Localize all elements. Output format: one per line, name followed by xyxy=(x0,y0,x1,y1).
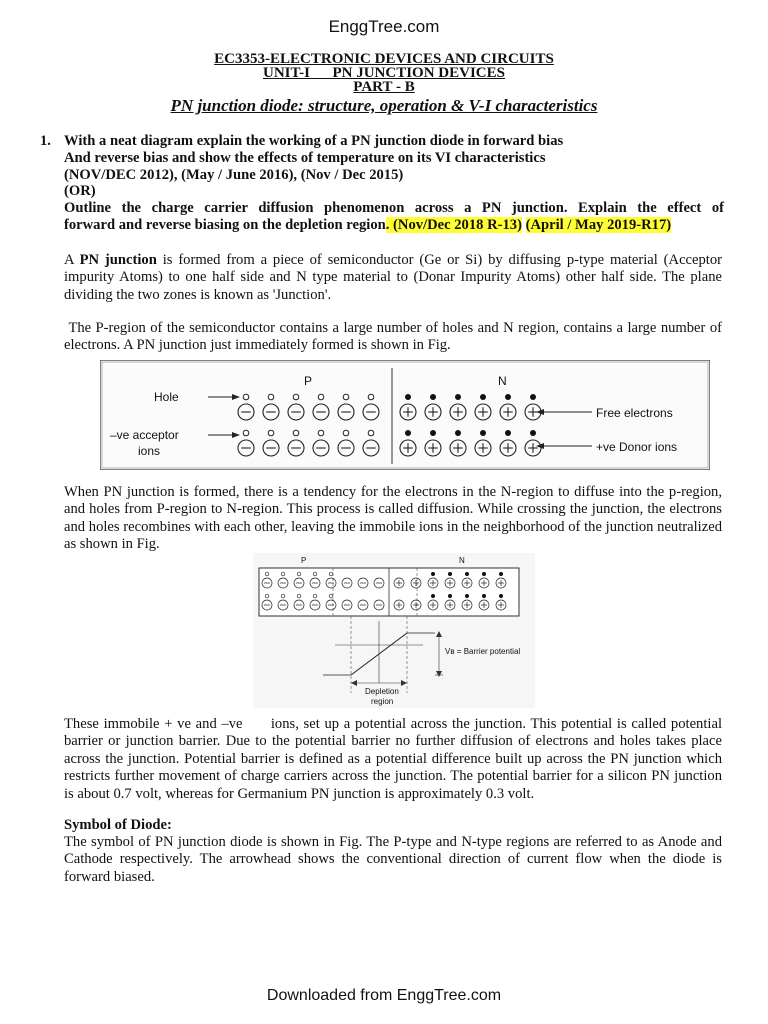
fig2-p-label: P xyxy=(301,556,307,565)
question-number: 1. xyxy=(40,133,51,149)
paragraph-symbol: The symbol of PN junction diode is shown in Fig. The P-type and N-type regions are referred to as Anode and Cathode respectively. The arrowhead shows the conventional direction of current flow when the diode is forward biased. xyxy=(64,834,722,885)
electron-carrier xyxy=(482,572,486,576)
electron-carrier xyxy=(480,430,486,436)
fig2-depletion-label-2: region xyxy=(371,697,394,706)
paragraph-barrier: These immobile + ve and –ve ions, set up a potential across the junction. This potential is called potential barrier or junction barrier. Due to the potential barrier no further diffusion of electrons and holes takes place across the junction. Potential barrier is defined as a potential difference built up across the PN junction which restricts further movement of charge carriers across the junction. The potential barrier for a silicon PN junction is about 0.7 volt, whereas for Germanium PN junction is approximately 0.3 volt. xyxy=(64,716,726,802)
electron-carrier xyxy=(448,594,452,598)
hole-carrier xyxy=(293,394,299,400)
para-text: A xyxy=(64,252,80,268)
course-title: EC3353-ELECTRONIC DEVICES AND CIRCUITS xyxy=(214,51,554,67)
electron-carrier xyxy=(455,394,461,400)
symbol-heading: Symbol of Diode: xyxy=(64,817,172,833)
hole-carrier xyxy=(297,594,301,598)
electron-carrier xyxy=(430,394,436,400)
part-title: PART - B xyxy=(353,79,415,95)
electron-carrier xyxy=(448,572,452,576)
fig1-hole-label: Hole xyxy=(154,390,179,404)
electron-carrier xyxy=(482,594,486,598)
hole-carrier xyxy=(368,430,374,436)
hole-carrier xyxy=(293,430,299,436)
hole-carrier xyxy=(318,394,324,400)
hole-carrier xyxy=(268,430,274,436)
hole-carrier xyxy=(343,430,349,436)
electron-carrier xyxy=(430,430,436,436)
hole-carrier xyxy=(281,594,285,598)
hole-carrier xyxy=(343,394,349,400)
electron-carrier xyxy=(465,594,469,598)
fig1-n-label: N xyxy=(498,374,507,388)
fig2-depletion-label: Depletion xyxy=(365,687,399,696)
hole-carrier xyxy=(265,594,269,598)
figure-depletion-region xyxy=(253,553,535,708)
hole-carrier xyxy=(268,394,274,400)
electron-carrier xyxy=(431,572,435,576)
electron-carrier xyxy=(465,572,469,576)
question-line: With a neat diagram explain the working of a PN junction diode in forward bias xyxy=(64,133,564,149)
electron-carrier xyxy=(455,430,461,436)
hole-carrier xyxy=(297,572,301,576)
question-block xyxy=(64,133,724,234)
unit-title: UNIT-I PN JUNCTION DEVICES xyxy=(263,65,505,81)
question-line: (OR) xyxy=(64,183,96,200)
footer: Downloaded from EnggTree.com xyxy=(266,987,502,1004)
exam-tag: (April / May 2019-R17) xyxy=(525,216,672,233)
hole-carrier xyxy=(368,394,374,400)
electron-carrier xyxy=(431,594,435,598)
electron-carrier xyxy=(405,430,411,436)
hole-carrier xyxy=(281,572,285,576)
section-title: PN junction diode: structure, operation & V-I characteristics xyxy=(170,96,598,115)
fig1-donor-label: +ve Donor ions xyxy=(596,440,678,454)
paragraph-diffusion: When PN junction is formed, there is a tendency for the electrons in the N-region to diffuse into the p-region, and holes from P-region to N-region. This process is called diffusion. While crossing the junction, the electrons and holes recombines with each other, leaving the immobile ions in the neighborhood of the junction neutralized as shown in Fig. xyxy=(64,484,722,553)
question-line: Outline the charge carrier diffusion phenomenon across a PN junction. Explain the effect of xyxy=(64,200,724,217)
fig1-free-electrons-label: Free electrons xyxy=(596,406,673,420)
exam-tag: . (Nov/Dec 2018 R-13) xyxy=(385,216,522,233)
hole-carrier xyxy=(313,572,317,576)
site-header: EnggTree.com xyxy=(328,17,440,36)
term-pn-junction: PN junction xyxy=(79,252,157,268)
question-line xyxy=(64,217,724,234)
fig1-p-label: P xyxy=(304,374,313,388)
electron-carrier xyxy=(530,430,536,436)
hole-carrier xyxy=(243,430,249,436)
hole-carrier xyxy=(265,572,269,576)
paragraph-intro xyxy=(64,252,722,304)
electron-carrier xyxy=(505,394,511,400)
hole-carrier xyxy=(329,572,333,576)
fig2-n-label: N xyxy=(459,556,465,565)
hole-carrier xyxy=(329,594,333,598)
electron-carrier xyxy=(505,430,511,436)
figure-pn-junction xyxy=(100,360,710,470)
question-text: forward and reverse biasing on the depletion region xyxy=(64,216,386,233)
hole-carrier xyxy=(243,394,249,400)
electron-carrier xyxy=(480,394,486,400)
electron-carrier xyxy=(499,572,503,576)
question-line: (NOV/DEC 2012), (May / June 2016), (Nov / Dec 2015) xyxy=(64,166,404,183)
electron-carrier xyxy=(405,394,411,400)
figure-depletion-drawing xyxy=(253,553,535,708)
hole-carrier xyxy=(313,594,317,598)
para-text: is formed from a piece of semiconductor (Ge or Si) by diffusing p-type material (Acceptor impurity Atoms) to one half side and N type material to (Donar Impurity Atoms) other half side. The plane dividing the two zones is known as 'Junction'. xyxy=(64,252,723,303)
fig2-barrier-label: Vʙ = Barrier potential xyxy=(445,647,521,656)
fig1-acceptor-label-2: ions xyxy=(138,444,161,458)
fig1-acceptor-label: –ve acceptor xyxy=(110,428,179,442)
hole-carrier xyxy=(318,430,324,436)
electron-carrier xyxy=(499,594,503,598)
question-line: And reverse bias and show the effects of temperature on its VI characteristics xyxy=(64,149,546,166)
electron-carrier xyxy=(530,394,536,400)
paragraph-regions: The P-region of the semiconductor contains a large number of holes and N region, contains a large number of electrons. A PN junction just immediately formed is shown in Fig. xyxy=(64,320,726,354)
